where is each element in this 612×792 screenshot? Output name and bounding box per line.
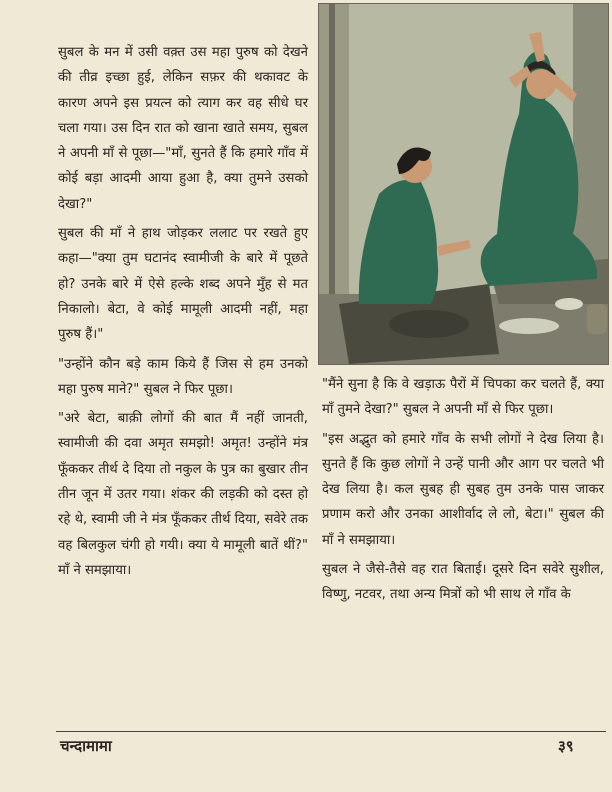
story-illustration: [318, 3, 609, 365]
paragraph: "मैंने सुना है कि वे खड़ाऊ पैरों में चिपका कर चलते हैं, क्या माँ तुमने देखा?" सुबल ने अपनी माँ से फिर पूछा।: [322, 377, 604, 418]
divider: [56, 731, 606, 732]
paragraph: सुबल के मन में उसी वक़्त उस महा पुरुष को देखने की तीव्र इच्छा हुई, लेकिन सफ़र की थकावट के कारण अपने इस प्रयत्न को त्याग कर वह सीधे घर चला गया। उस दिन रात को खाना खाते समय, सुबल ने अपनी माँ से पूछा—"माँ, सुनते हैं कि हमारे गाँव में कोई बड़ा आदमी आया हुआ है, क्या तुमने उसको देखा?": [58, 45, 308, 212]
paragraph: "इस अद्भुत को हमारे गाँव के सभी लोगों ने देख लिया है। सुनते हैं कि कुछ लोगों ने उन्हें पानी और आग पर चलते भी देख लिया है। कल सुबह ही सुबह तुम उनके पास जाकर प्रणाम करो और उनका आशीर्वाद ले लो, बेटा।" सुबल की माँ ने समझाया।: [322, 431, 604, 548]
paragraph: "उन्होंने कौन बड़े काम किये हैं जिस से हम उनको महा पुरुष माने?" सुबल ने फिर पूछा।: [58, 356, 308, 397]
magazine-title: चन्दामामा: [60, 737, 112, 755]
illustration-art: [319, 4, 608, 364]
paragraph: "अरे बेटा, बाक़ी लोगों की बात मैं नहीं जानती, स्वामीजी की दवा अमृत समझो! अमृत! उन्होंने मंत्र फूँककर तीर्थ दे दिया तो नकुल के पुत्र का बुखार तीन तीन जून में उतर गया। शंकर की लड़की को दस्त हो रहे थे, स्वामी जी ने मंत्र फूँककर तीर्थ दिया, सवेरे तक वह बिलकुल चंगी हो गयी। क्या ये मामूली बातें थीं?" माँ ने समझाया।: [58, 411, 308, 578]
right-text-column: [322, 372, 604, 608]
page-number: ३९: [558, 737, 574, 755]
paragraph: सुबल ने जैसे-तैसे वह रात बिताई। दूसरे दिन सवेरे सुशील, विष्णु, नटवर, तथा अन्य मित्रों को भी साथ ले गाँव के: [322, 562, 604, 603]
left-text-column: [58, 40, 308, 583]
paragraph: सुबल की माँ ने हाथ जोड़कर ललाट पर रखते हुए कहा—"क्या तुम घटानंद स्वामीजी के बारे में पूछते हो? उनके बारे में ऐसे हल्के शब्द अपने मुँह से मत निकालो। बेटा, वे कोई मामूली आदमी नहीं, महा पुरुष हैं।": [58, 226, 308, 343]
